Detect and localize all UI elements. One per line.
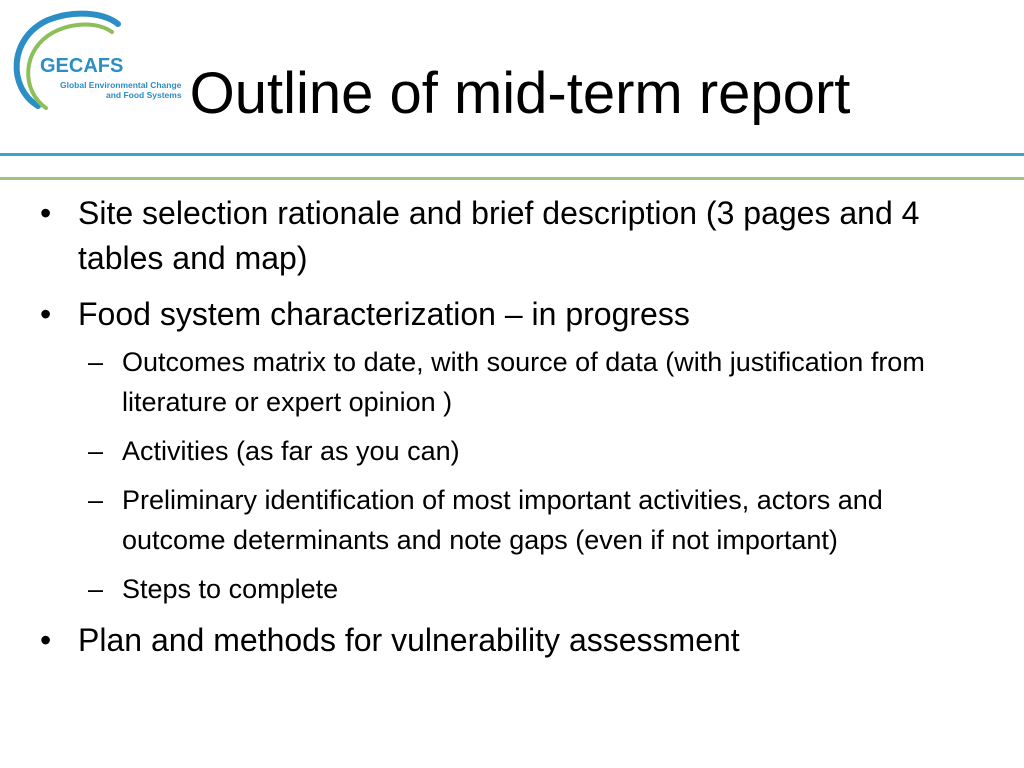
- sub-bullet-text: Preliminary identification of most important activities, actors and outcome determinants and note gaps (even if not important): [122, 485, 883, 555]
- bullet-text: Site selection rationale and brief description (3 pages and 4 tables and map): [78, 195, 920, 276]
- bullet-marker: •: [40, 622, 52, 658]
- bullet-marker: •: [40, 296, 52, 332]
- sub-bullet-text: Outcomes matrix to date, with source of data (with justification from literature or expert opinion ): [122, 347, 925, 417]
- sub-bullet-marker: –: [88, 347, 104, 377]
- bullet-item: [0, 618, 1024, 663]
- bullet-item: [0, 191, 1024, 281]
- sub-bullet-marker: –: [88, 436, 104, 466]
- logo-subtitle-line2: and Food Systems: [106, 90, 182, 100]
- sub-bullet-marker: –: [88, 485, 104, 515]
- sub-bullet-item: [0, 569, 1024, 609]
- logo-name: GECAFS: [40, 55, 124, 77]
- sub-bullet-item: [0, 431, 1024, 471]
- bullet-list: [0, 191, 1024, 674]
- sub-bullet-text: Activities (as far as you can): [122, 436, 460, 466]
- bullet-marker: •: [40, 195, 52, 231]
- sub-bullet-marker: –: [88, 574, 104, 604]
- logo-subtitle-line1: Global Environmental Change: [60, 80, 182, 90]
- title-divider-blue: [0, 153, 1024, 156]
- bullet-item: [0, 292, 1024, 337]
- bullet-text: Food system characterization – in progress: [78, 296, 690, 332]
- slide-title: Outline of mid-term report: [189, 61, 851, 126]
- sub-bullet-item: [0, 480, 1024, 560]
- sub-bullet-item: [0, 342, 1024, 422]
- bullet-text: Plan and methods for vulnerability assessment: [78, 622, 740, 658]
- title-divider-green: [0, 177, 1024, 180]
- sub-bullet-text: Steps to complete: [122, 574, 339, 604]
